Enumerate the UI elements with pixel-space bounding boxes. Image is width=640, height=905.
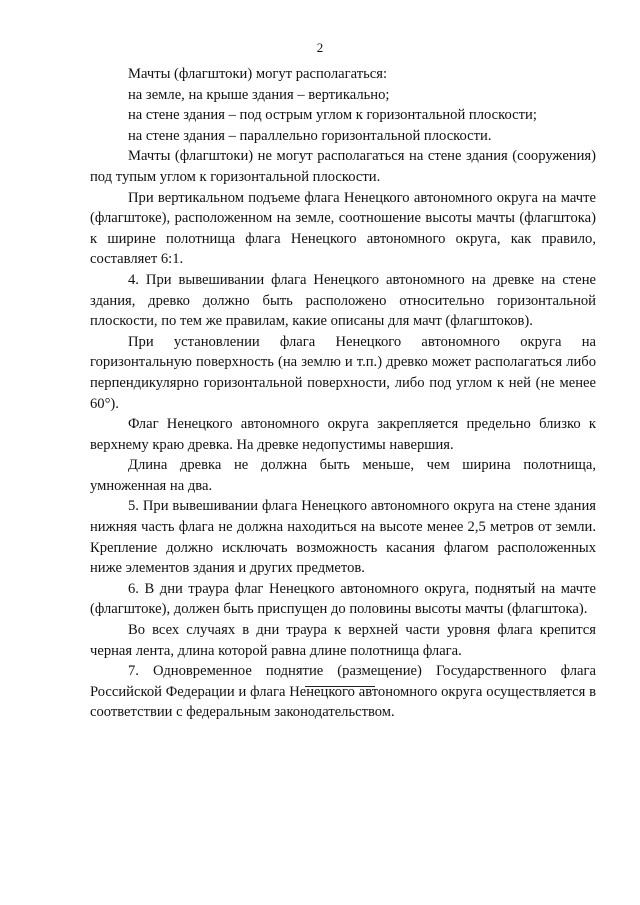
end-divider xyxy=(305,686,375,687)
paragraph-horizontal-surface: При установлении флага Ненецкого автономного округа на горизонтальную поверхность (на землю и т.п.) древко может располагаться либо перпендикулярно горизонтальной поверхности, либо под углом к ней (не менее 60°). xyxy=(90,333,596,412)
list-intro: Мачты (флагштоки) могут располагаться: xyxy=(128,66,387,82)
paragraph-section-5: 5. При вывешивании флага Ненецкого автономного округа на стене здания нижняя часть флага не должна находиться на высоте менее 2,5 метров от земли. Крепление должно исключать возможность касания флагом расположенных ниже элементов здания и других предметов. xyxy=(90,498,596,577)
paragraph-mourning-ribbon: Во всех случаях в дни траура к верхней части уровня флага крепится черная лента, длина которой равна длине полотнища флага. xyxy=(90,622,596,659)
list-item: на земле, на крыше здания – вертикально; xyxy=(128,86,390,103)
page-number: 2 xyxy=(316,40,324,55)
paragraph-staff-length: Длина древка не должна быть меньше, чем ширина полотнища, умноженная на два. xyxy=(90,457,596,494)
paragraph-mast-ratio: При вертикальном подъеме флага Ненецкого автономного округа на мачте (флагштоке), расположенном на земле, соотношение высоты мачты (флагштока) к ширине полотнища флага Ненецкого автономного округа, как правило, составляет 6:1. xyxy=(90,189,596,268)
paragraph-section-7: 7. Одновременное поднятие (размещение) Государственного флага Российской Федерации и флага Ненецкого автономного округа осуществляется в соответствии с федеральным законодательством. xyxy=(90,663,596,721)
paragraph-section-6: 6. В дни траура флаг Ненецкого автономного округа, поднятый на мачте (флагштоке), должен быть приспущен до половины высоты мачты (флагштока). xyxy=(90,580,596,618)
document-body xyxy=(90,64,596,723)
list-item: на стене здания – под острым углом к горизонтальной плоскости; xyxy=(128,107,537,124)
list-item: на стене здания – параллельно горизонтальной плоскости. xyxy=(128,127,492,144)
paragraph-mast-restriction: Мачты (флагштоки) не могут располагаться на стене здания (сооружения) под тупым углом к горизонтальной плоскости. xyxy=(90,148,596,185)
paragraph-section-4: 4. При вывешивании флага Ненецкого автономного на древке на стене здания, древко должно быть расположено относительно горизонтальной плоскости, по тем же правилам, какие описаны для мачт (флагштоков). xyxy=(90,271,596,330)
paragraph-flag-fastening: Флаг Ненецкого автономного округа закрепляется предельно близко к верхнему краю древка. На древке недопустимы навершия. xyxy=(90,416,596,453)
